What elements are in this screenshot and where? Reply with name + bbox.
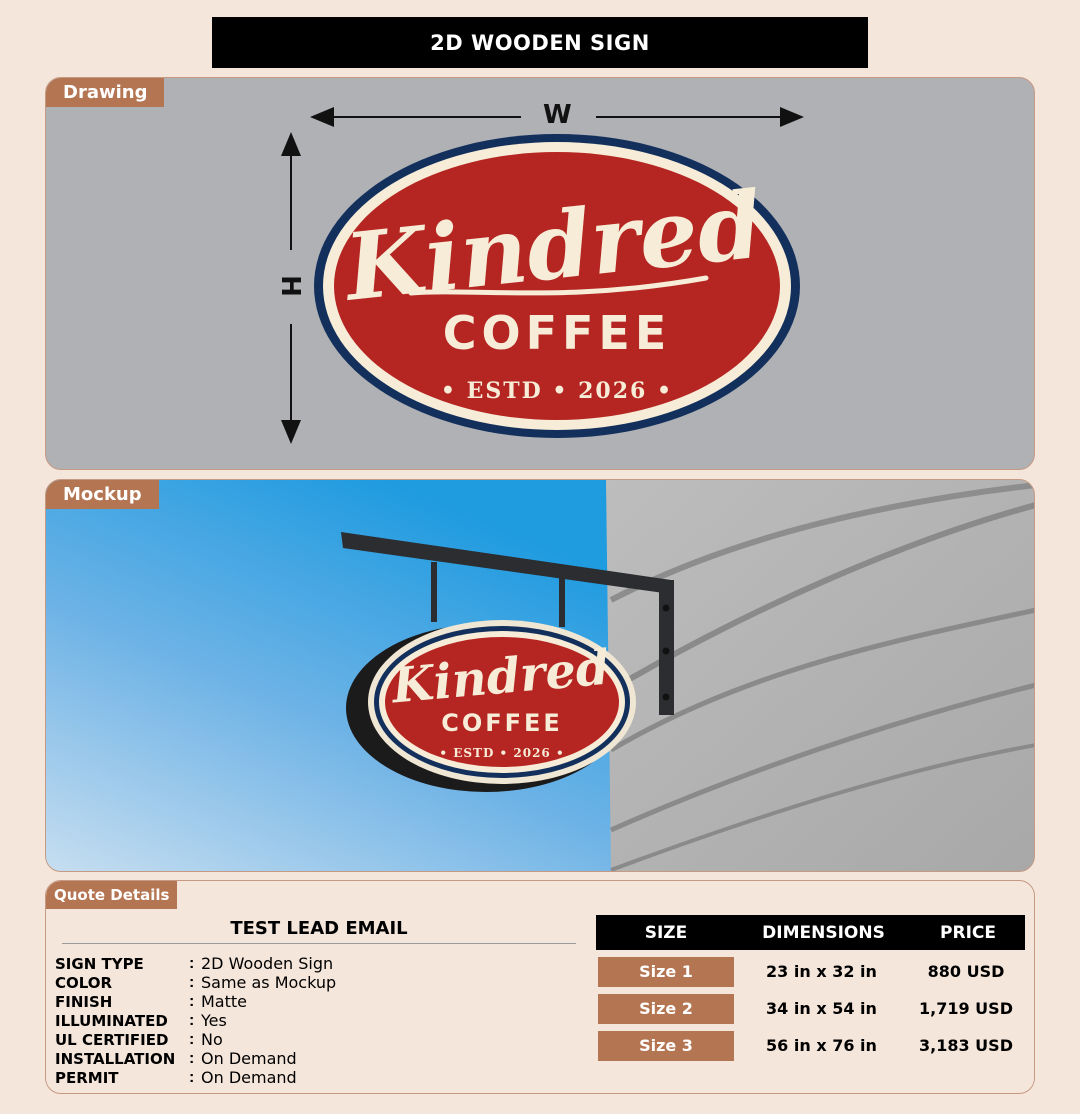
spec-row: [55, 1068, 336, 1087]
header-dimensions: DIMENSIONS: [762, 922, 885, 943]
spec-value: No: [201, 1030, 223, 1049]
spec-key: INSTALLATION: [55, 1049, 176, 1068]
mockup-script-text: Kindred: [389, 639, 612, 715]
spec-key: ILLUMINATED: [55, 1011, 168, 1030]
price-cell: 880 USD: [927, 962, 1005, 981]
spec-row: [55, 1011, 336, 1030]
price-table: [596, 915, 1025, 1064]
price-cell: 1,719 USD: [919, 999, 1013, 1018]
page-title: 2D WOODEN SIGN: [212, 17, 868, 68]
table-row: [596, 1027, 1025, 1064]
spec-key: COLOR: [55, 973, 113, 992]
table-row: [596, 953, 1025, 990]
width-label: W: [543, 100, 572, 130]
size-chip: Size 1: [598, 957, 734, 987]
spec-list: [55, 954, 336, 1087]
spec-row: [55, 973, 336, 992]
spec-colon: :: [189, 954, 195, 972]
sign-word-text: COFFEE: [442, 306, 672, 360]
spec-value: On Demand: [201, 1068, 297, 1087]
sign-estd-text: • ESTD • 2026 •: [440, 378, 674, 404]
spec-colon: :: [189, 1068, 195, 1086]
lead-title: TEST LEAD EMAIL: [62, 918, 576, 944]
spec-colon: :: [189, 1030, 195, 1048]
spec-colon: :: [189, 992, 195, 1010]
spec-key: FINISH: [55, 992, 113, 1011]
spec-row: [55, 992, 336, 1011]
spec-row: [55, 1049, 336, 1068]
header-size: SIZE: [644, 922, 688, 943]
spec-value: On Demand: [201, 1049, 297, 1068]
mockup-panel: [45, 479, 1035, 872]
header-price: PRICE: [940, 922, 996, 943]
spec-value: Yes: [201, 1011, 227, 1030]
height-label: H: [274, 275, 305, 297]
spec-key: PERMIT: [55, 1068, 119, 1087]
drawing-panel: [45, 77, 1035, 470]
size-chip: Size 3: [598, 1031, 734, 1061]
spec-row: [55, 1030, 336, 1049]
spec-value: Matte: [201, 992, 247, 1011]
spec-row: [55, 954, 336, 973]
dimensions-cell: 34 in x 54 in: [766, 999, 877, 1018]
mockup-word-text: COFFEE: [441, 709, 563, 737]
spec-colon: :: [189, 973, 195, 991]
price-cell: 3,183 USD: [919, 1036, 1013, 1055]
price-table-header: [596, 915, 1025, 950]
dimensions-cell: 23 in x 32 in: [766, 962, 877, 981]
mockup-scene: [46, 480, 1035, 872]
mockup-estd-text: • ESTD • 2026 •: [439, 746, 565, 760]
spec-value: Same as Mockup: [201, 973, 337, 992]
dimensions-cell: 56 in x 76 in: [766, 1036, 877, 1055]
spec-colon: :: [189, 1011, 195, 1029]
spec-value: 2D Wooden Sign: [201, 954, 334, 973]
mockup-tag: Mockup: [46, 480, 159, 509]
drawing-tag: Drawing: [46, 78, 164, 107]
table-row: [596, 990, 1025, 1027]
size-chip: Size 2: [598, 994, 734, 1024]
spec-colon: :: [189, 1049, 195, 1067]
sign-logo: [314, 134, 800, 438]
quote-tag: Quote Details: [46, 881, 177, 909]
drawing-canvas: [46, 78, 1035, 470]
spec-key: UL CERTIFIED: [55, 1030, 169, 1049]
spec-key: SIGN TYPE: [55, 954, 144, 973]
sign-script-text: Kindred: [340, 170, 767, 322]
